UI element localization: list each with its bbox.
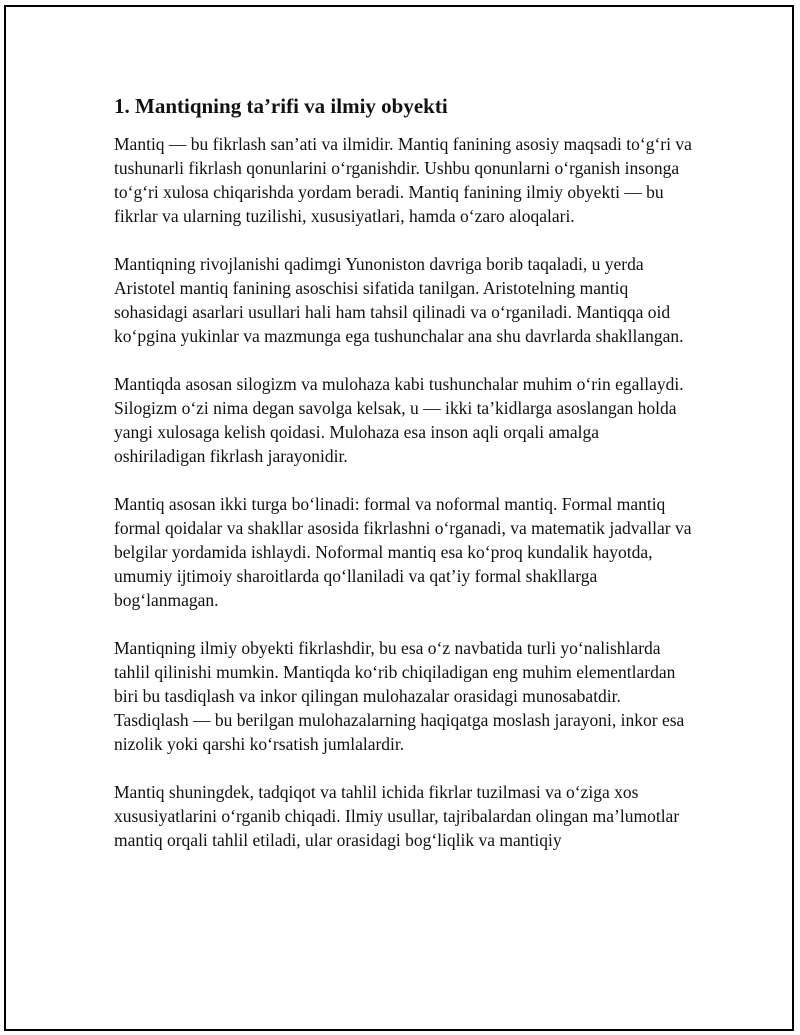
paragraph-5: Mantiqning ilmiy obyekti fikrlashdir, bu esa o‘z navbatida turli yo‘nalishlarda tahlil qilinishi mumkin. Mantiqda ko‘rib chiqiladigan eng muhim elementlardan biri bu tasdiqlash va inkor qilingan mulohazalar orasidagi munosabatdir. Tasdiqlash — bu berilgan mulohazalarning haqiqatga moslash jarayoni, inkor esa nizolik yoki qarshi ko‘rsatish jumlalardir. <box>114 638 685 754</box>
section-heading: 1. Mantiqning ta’rifi va ilmiy obyekti <box>114 94 448 118</box>
paragraph-2: Mantiqning rivojlanishi qadimgi Yunoniston davriga borib taqaladi, u yerda Aristotel mantiq fanining asoschisi sifatida tanilgan. Aristotelning mantiq sohasidagi asarlari usullari hali ham tahsil qilinadi va o‘rganiladi. Mantiqqa oid ko‘pgina yukinlar va mazmunga ega tushunchalar ana shu davrlarda shakllangan. <box>114 254 684 346</box>
paragraph-1: Mantiq — bu fikrlash san’ati va ilmidir. Mantiq fanining asosiy maqsadi to‘g‘ri va tushunarli fikrlash qonunlarini o‘rganishdir. Ushbu qonunlarni o‘rganish insonga to‘g‘ri xulosa chiqarishda yordam beradi. Mantiq fanining ilmiy obyekti — bu fikrlar va ularning tuzilishi, xususiyatlari, hamda o‘zaro aloqalari. <box>114 134 692 226</box>
paragraph-4: Mantiq asosan ikki turga bo‘linadi: formal va noformal mantiq. Formal mantiq formal qoidalar va shakllar asosida fikrlashni o‘rganadi, va matematik jadvallar va belgilar yordamida ishlaydi. Noformal mantiq esa ko‘proq kundalik hayotda, umumiy ijtimoiy sharoitlarda qo‘llaniladi va qat’iy formal shakllarga bog‘lanmagan. <box>114 494 692 610</box>
document-body <box>114 92 694 876</box>
paragraph-3: Mantiqda asosan silogizm va mulohaza kabi tushunchalar muhim o‘rin egallaydi. Silogizm o‘zi nima degan savolga kelsak, u — ikki ta’kidlarga asoslangan holda yangi xulosaga kelish qoidasi. Mulohaza esa inson aqli orqali amalga oshiriladigan fikrlash jarayonidir. <box>114 374 684 466</box>
paragraph-6: Mantiq shuningdek, tadqiqot va tahlil ichida fikrlar tuzilmasi va o‘ziga xos xususiyatlarini o‘rganib chiqadi. Ilmiy usullar, tajribalardan olingan ma’lumotlar mantiq orqali tahlil etiladi, ular orasidagi bog‘liqlik va mantiqiy <box>114 782 680 850</box>
